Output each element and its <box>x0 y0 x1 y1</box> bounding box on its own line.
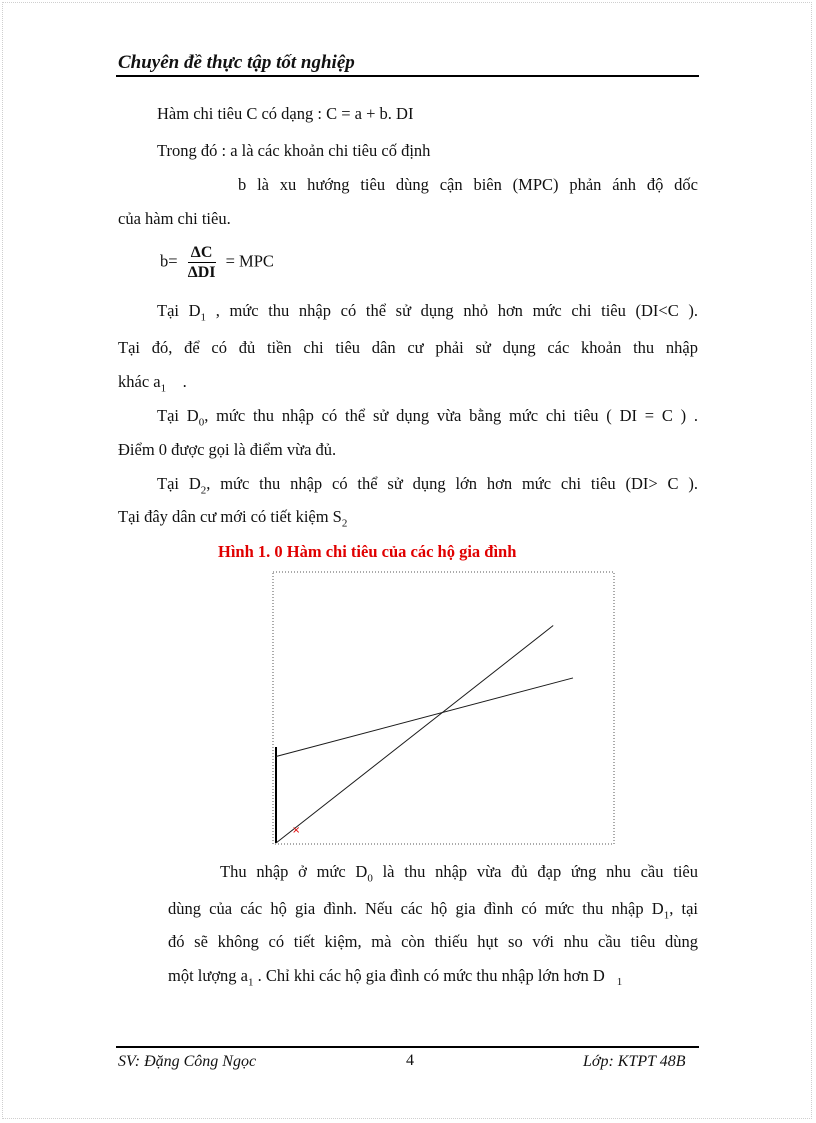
paragraph-d1-line3: khác $a_1$ . <box>118 372 187 395</box>
paragraph-d0-line2: Điểm 0 được gọi là điểm vừa đủ. <box>118 440 337 459</box>
paragraph-d2-line2: Tại đây dân cư mới có tiết kiệm $S_2$ <box>118 507 348 530</box>
formula-denominator: ΔDI <box>187 264 216 281</box>
header-title: Chuyên đề thực tập tốt nghiệp <box>118 52 355 73</box>
paragraph-where: Trong đó : a là các khoản chi tiêu cố định <box>157 141 431 160</box>
formula-rhs: = MPC <box>225 251 274 271</box>
series-45-degree-line <box>276 626 553 843</box>
paragraph-d0-line1: Tại $D_0$, mức thu nhập có thể sử dụng vừa bằng mức chi tiêu ( DI = C ) . <box>157 406 699 429</box>
paragraph-summary-line1: Thu nhập ở mức $D_0$ là thu nhập vừa đủ đạp ứng nhu cầu tiêu <box>220 862 698 885</box>
page-number: 4 <box>406 1052 414 1069</box>
paragraph-d1-line2: Tại đó, để có đủ tiền chi tiêu dân cư phải sử dụng các khoản thu nhập <box>118 338 698 357</box>
footer-student: SV: Đặng Công Ngọc <box>118 1053 257 1070</box>
paragraph-d2-line1: Tại $D_2$, mức thu nhập có thể sử dụng lớn hơn mức chi tiêu (DI> C ). <box>157 474 698 497</box>
paragraph-function-form: Hàm chi tiêu C có dạng : C = a + b. DI <box>157 104 414 123</box>
figure-caption: Hình 1. 0 Hàm chi tiêu của các hộ gia đình <box>218 542 517 561</box>
formula-numerator: ΔC <box>188 243 216 263</box>
header-rule <box>116 75 699 77</box>
formula-fraction <box>188 243 216 282</box>
paragraph-summary-line4: một lượng $a_1$ . Chỉ khi các hộ gia đình có mức thu nhập lớn hơn D $_1$ <box>168 966 623 989</box>
mpc-formula <box>160 243 274 282</box>
paragraph-d1-line1: Tại $D_1$ , mức thu nhập có thể sử dụng nhỏ hơn mức chi tiêu (DI<C ). <box>157 301 698 324</box>
footer-rule <box>116 1046 699 1048</box>
paragraph-mpc-line1: b là xu hướng tiêu dùng cận biên (MPC) phản ánh độ dốc <box>238 175 698 194</box>
series-consumption-function <box>276 678 573 757</box>
origin-marker: × <box>292 825 301 836</box>
chart-frame <box>273 572 614 844</box>
paragraph-mpc-line2: của hàm chi tiêu. <box>118 209 231 228</box>
formula-lhs: b= <box>160 251 178 271</box>
footer-class: Lớp: KTPT 48B <box>583 1053 686 1070</box>
paragraph-summary-line3: đó sẽ không có tiết kiệm, mà còn thiếu hụt so với nhu cầu tiêu dùng <box>168 932 698 951</box>
consumption-function-chart <box>272 571 616 847</box>
paragraph-summary-line2: dùng của các hộ gia đình. Nếu các hộ gia đình có mức thu nhập $D_1$, tại <box>168 899 698 922</box>
